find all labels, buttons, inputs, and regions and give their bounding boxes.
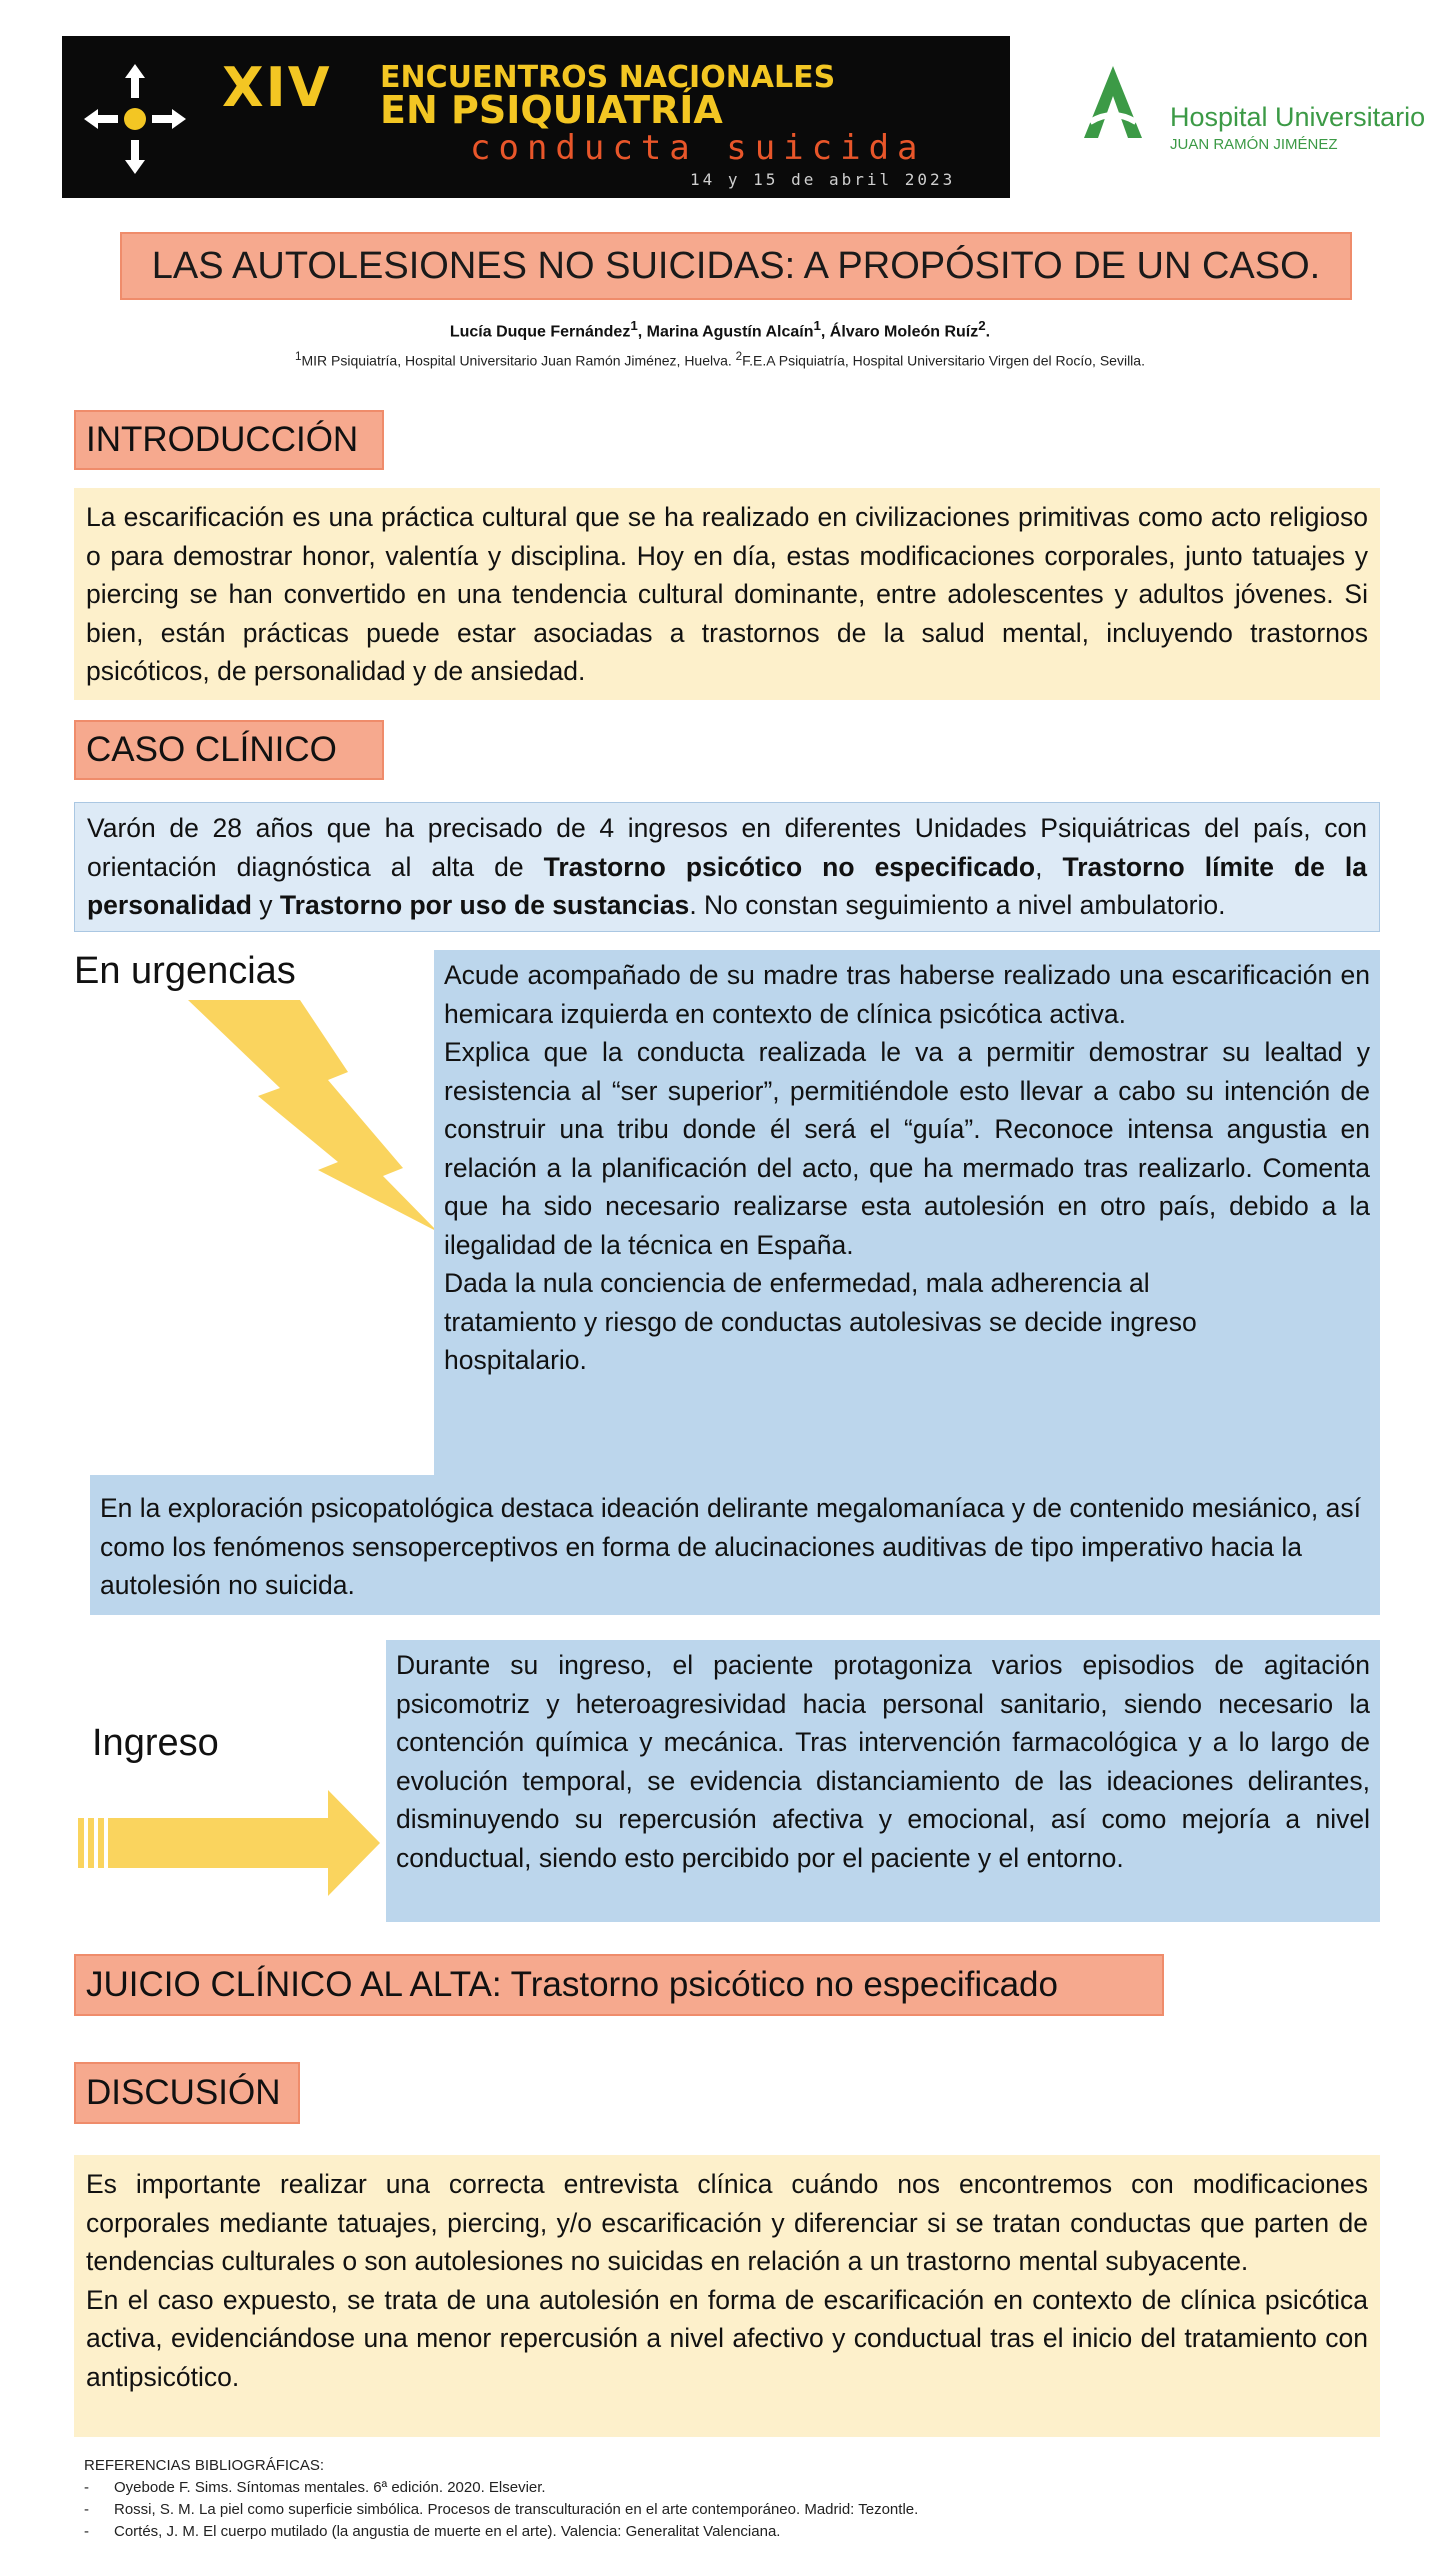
author-sep-1: , (637, 323, 647, 341)
banner-subtitle: conducta suicida (470, 128, 926, 168)
urgencias-p1: Acude acompañado de su madre tras haberse realizado una escarificación en hemicara izquierda en contexto de clínica psicótica activa. (444, 960, 1370, 1029)
caso-text-3: y (251, 890, 280, 920)
reference-text: Rossi, S. M. La piel como superficie simbólica. Procesos de transculturación en el arte contemporáneo. Madrid: Tezontle. (114, 2501, 919, 2518)
author-1-sup: 1 (630, 318, 638, 333)
urgencias-box (434, 950, 1380, 1475)
event-banner (62, 36, 1010, 198)
affiliation-2: F.E.A Psiquiatría, Hospital Universitario Virgen del Rocío, Sevilla. (742, 352, 1145, 369)
caso-diag-2: Trastorno límite de la personalidad (87, 851, 1367, 920)
ingreso-box (386, 1640, 1380, 1922)
ref-dash: - (84, 2479, 89, 2496)
right-arrow-icon (78, 1790, 380, 1896)
ingreso-label: Ingreso (92, 1722, 219, 1764)
caso-box (74, 802, 1380, 932)
caso-text-2: , (1035, 851, 1063, 882)
hospital-logo-icon (1080, 64, 1146, 140)
affil-2-sup: 2 (735, 350, 743, 363)
affiliation-1: MIR Psiquiatría, Hospital Universitario Juan Ramón Jiménez, Huelva. (301, 352, 736, 369)
hospital-subname: JUAN RAMÓN JIMÉNEZ (1170, 136, 1338, 153)
banner-roman-numeral: XIV (222, 56, 332, 119)
urgencias-label: En urgencias (74, 950, 296, 992)
author-3: Álvaro Moleón Ruíz (829, 323, 979, 341)
references-heading: REFERENCIAS BIBLIOGRÁFICAS: (84, 2457, 325, 2474)
affiliations-line (0, 350, 1440, 369)
reference-item (84, 2477, 918, 2499)
reference-item (84, 2521, 918, 2543)
author-1: Lucía Duque Fernández (449, 323, 631, 341)
author-end: . (985, 323, 991, 341)
caso-heading: CASO CLÍNICO (74, 720, 384, 780)
urgencias-p2: Explica que la conducta realizada le va a permitir demostrar su lealtad y resistencia al “ser superior”, permitiéndole esto llevar a cabo su intención de construir una tribu donde él será el “guía”. Reconoce intensa angustia en relación a la planificación del acto, que ha mermado tras realizarlo. Comenta que ha sido necesario realizarse esta autolesión en otro país, debido a la ilegalidad de la técnica en España. (444, 1037, 1370, 1260)
caso-text-1: Varón de 28 años que ha precisado de 4 ingresos en diferentes Unidades Psiquiátricas del país, con orientación diagnóstica al alta de (87, 813, 1367, 882)
intro-text: La escarificación es una práctica cultural que se ha realizado en civilizaciones primitivas como acto religioso o para demostrar honor, valentía y disciplina. Hoy en día, estas modificaciones corporales, junto tatuajes y piercing se han convertido en una tendencia cultural dominante, entre adolescentes y adultos jóvenes. Si bien, están prácticas puede estar asociadas a trastornos de la salud mental, incluyendo trastornos psicóticos, de personalidad y de ansiedad. (86, 502, 1368, 686)
hospital-name: Hospital Universitario (1170, 102, 1426, 132)
lightning-bolt-icon (188, 1000, 438, 1232)
ref-dash: - (84, 2501, 89, 2518)
reference-item (84, 2499, 918, 2521)
ref-dash: - (84, 2523, 89, 2540)
caso-text (87, 809, 1367, 925)
author-2-sup: 1 (813, 318, 821, 333)
ingreso-text: Durante su ingreso, el paciente protagoniza varios episodios de agitación psicomotriz y heteroagresividad hacia personal sanitario, siendo necesario la contención química y mecánica. Tras intervención farmacológica y a lo largo de evolución temporal, se evidencia distanciamiento de las ideaciones delirantes, disminuyendo su repercusión afectiva y emocional, así como mejoría a nivel conductual, siendo esto percibido por el paciente y el entorno. (396, 1650, 1370, 1873)
discusion-box (74, 2155, 1380, 2437)
references (84, 2455, 918, 2543)
caso-diag-1: Trastorno psicótico no especificado (543, 851, 1036, 882)
urgencias-p3: Dada la nula conciencia de enfermedad, mala adherencia al tratamiento y riesgo de conductas autolesivas se decide ingreso hospitalario. (444, 1268, 1197, 1375)
reference-text: Oyebode F. Sims. Síntomas mentales. 6ª edición. 2020. Elsevier. (114, 2479, 546, 2496)
reference-text: Cortés, J. M. El cuerpo mutilado (la angustia de muerte en el arte). Valencia: Generalitat Valenciana. (114, 2523, 781, 2540)
discusion-p2: En el caso expuesto, se trata de una autolesión en forma de escarificación en contexto de clínica psicótica activa, evidenciándose una menor repercusión a nivel afectivo y conductual tras el inicio del tratamiento con antipsicótico. (86, 2284, 1368, 2392)
authors-line (0, 318, 1440, 341)
author-sep-2: , (820, 323, 830, 341)
caso-text-4: . No constan seguimiento a nivel ambulatorio. (689, 890, 1226, 920)
intro-box (74, 488, 1380, 700)
banner-title-line2: EN PSIQUIATRÍA (380, 88, 723, 132)
author-3-sup: 2 (978, 318, 986, 333)
banner-title-line1: ENCUENTROS NACIONALES (380, 60, 836, 95)
intro-heading: INTRODUCCIÓN (74, 410, 384, 470)
discusion-p1: Es importante realizar una correcta entrevista clínica cuándo nos encontremos con modificaciones corporales mediante tatuajes, piercing, y/o escarificación y diferenciar si se tratan conductas que parten de tendencias culturales o son autolesiones no suicidas en relación a un trastorno mental subyacente. (86, 2169, 1368, 2276)
banner-date: 14 y 15 de abril 2023 (690, 170, 956, 189)
exploracion-box (90, 1475, 1380, 1615)
affil-1-sup: 1 (295, 350, 302, 363)
caso-diag-3: Trastorno por uso de sustancias (279, 890, 690, 920)
poster-title: LAS AUTOLESIONES NO SUICIDAS: A PROPÓSITO DE UN CASO. (120, 232, 1352, 300)
urgencias-p4: En la exploración psicopatológica destaca ideación delirante megalomaníaca y de contenido mesiánico, así como los fenómenos sensoperceptivos en forma de alucinaciones auditivas de tipo imperativo hacia la autolesión no suicida. (100, 1493, 1362, 1600)
author-2: Marina Agustín Alcaín (646, 323, 814, 341)
juicio-heading: JUICIO CLÍNICO AL ALTA: Trastorno psicótico no especificado (74, 1954, 1164, 2016)
discusion-heading: DISCUSIÓN (74, 2062, 300, 2124)
compass-arrows-icon (80, 60, 190, 178)
